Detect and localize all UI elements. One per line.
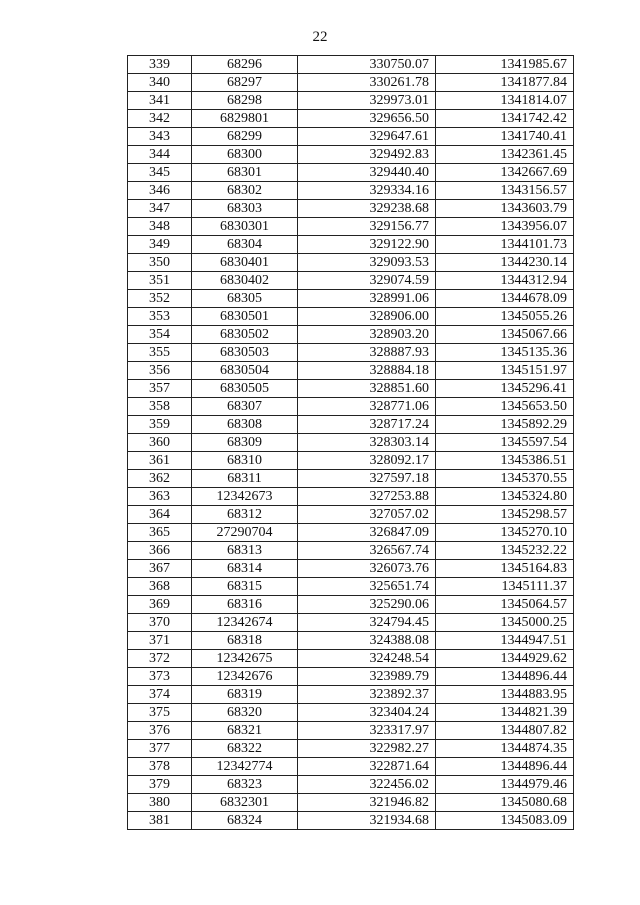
y-coordinate-cell: 1341814.07: [436, 92, 574, 110]
y-coordinate-cell: 1345064.57: [436, 596, 574, 614]
table-row: [128, 182, 574, 200]
table-row: [128, 578, 574, 596]
y-coordinate-cell: 1345135.36: [436, 344, 574, 362]
row-index-cell: 358: [128, 398, 192, 416]
point-id-cell: 68313: [192, 542, 298, 560]
point-id-cell: 27290704: [192, 524, 298, 542]
x-coordinate-cell: 325290.06: [298, 596, 436, 614]
x-coordinate-cell: 329093.53: [298, 254, 436, 272]
x-coordinate-cell: 328906.00: [298, 308, 436, 326]
point-id-cell: 6829801: [192, 110, 298, 128]
y-coordinate-cell: 1344883.95: [436, 686, 574, 704]
table-row: [128, 92, 574, 110]
table-row: [128, 344, 574, 362]
table-row: [128, 434, 574, 452]
table-row: [128, 272, 574, 290]
table-row: [128, 218, 574, 236]
point-id-cell: 12342675: [192, 650, 298, 668]
y-coordinate-cell: 1344807.82: [436, 722, 574, 740]
x-coordinate-cell: 323892.37: [298, 686, 436, 704]
x-coordinate-cell: 326073.76: [298, 560, 436, 578]
y-coordinate-cell: 1345892.29: [436, 416, 574, 434]
point-id-cell: 6830501: [192, 308, 298, 326]
y-coordinate-cell: 1345151.97: [436, 362, 574, 380]
point-id-cell: 6830503: [192, 344, 298, 362]
x-coordinate-cell: 328303.14: [298, 434, 436, 452]
point-id-cell: 68324: [192, 812, 298, 830]
row-index-cell: 350: [128, 254, 192, 272]
table-row: [128, 290, 574, 308]
y-coordinate-cell: 1345370.55: [436, 470, 574, 488]
row-index-cell: 368: [128, 578, 192, 596]
row-index-cell: 356: [128, 362, 192, 380]
row-index-cell: 348: [128, 218, 192, 236]
row-index-cell: 344: [128, 146, 192, 164]
x-coordinate-cell: 321946.82: [298, 794, 436, 812]
y-coordinate-cell: 1344896.44: [436, 758, 574, 776]
row-index-cell: 371: [128, 632, 192, 650]
row-index-cell: 353: [128, 308, 192, 326]
point-id-cell: 68299: [192, 128, 298, 146]
point-id-cell: 12342774: [192, 758, 298, 776]
table-row: [128, 398, 574, 416]
point-id-cell: 68319: [192, 686, 298, 704]
table-row: [128, 164, 574, 182]
row-index-cell: 361: [128, 452, 192, 470]
point-id-cell: 68296: [192, 56, 298, 74]
y-coordinate-cell: 1343603.79: [436, 200, 574, 218]
row-index-cell: 359: [128, 416, 192, 434]
point-id-cell: 68314: [192, 560, 298, 578]
coordinates-table: [127, 55, 574, 830]
x-coordinate-cell: 328717.24: [298, 416, 436, 434]
x-coordinate-cell: 329492.83: [298, 146, 436, 164]
table-row: [128, 146, 574, 164]
table-row: [128, 110, 574, 128]
table-row: [128, 506, 574, 524]
row-index-cell: 376: [128, 722, 192, 740]
row-index-cell: 367: [128, 560, 192, 578]
table-row: [128, 56, 574, 74]
point-id-cell: 68309: [192, 434, 298, 452]
y-coordinate-cell: 1345067.66: [436, 326, 574, 344]
x-coordinate-cell: 329334.16: [298, 182, 436, 200]
row-index-cell: 349: [128, 236, 192, 254]
y-coordinate-cell: 1344979.46: [436, 776, 574, 794]
row-index-cell: 369: [128, 596, 192, 614]
row-index-cell: 373: [128, 668, 192, 686]
x-coordinate-cell: 322456.02: [298, 776, 436, 794]
y-coordinate-cell: 1341985.67: [436, 56, 574, 74]
point-id-cell: 12342674: [192, 614, 298, 632]
table-row: [128, 416, 574, 434]
x-coordinate-cell: 323989.79: [298, 668, 436, 686]
table-row: [128, 758, 574, 776]
coordinates-table-body: [128, 56, 574, 830]
x-coordinate-cell: 326847.09: [298, 524, 436, 542]
x-coordinate-cell: 326567.74: [298, 542, 436, 560]
table-row: [128, 542, 574, 560]
y-coordinate-cell: 1344230.14: [436, 254, 574, 272]
row-index-cell: 381: [128, 812, 192, 830]
table-row: [128, 722, 574, 740]
x-coordinate-cell: 321934.68: [298, 812, 436, 830]
row-index-cell: 351: [128, 272, 192, 290]
x-coordinate-cell: 327057.02: [298, 506, 436, 524]
row-index-cell: 346: [128, 182, 192, 200]
point-id-cell: 6830504: [192, 362, 298, 380]
x-coordinate-cell: 329973.01: [298, 92, 436, 110]
point-id-cell: 68301: [192, 164, 298, 182]
point-id-cell: 68303: [192, 200, 298, 218]
y-coordinate-cell: 1345386.51: [436, 452, 574, 470]
point-id-cell: 68311: [192, 470, 298, 488]
page-number: 22: [312, 29, 328, 45]
row-index-cell: 342: [128, 110, 192, 128]
row-index-cell: 370: [128, 614, 192, 632]
row-index-cell: 365: [128, 524, 192, 542]
row-index-cell: 366: [128, 542, 192, 560]
y-coordinate-cell: 1345083.09: [436, 812, 574, 830]
point-id-cell: 68304: [192, 236, 298, 254]
point-id-cell: 68318: [192, 632, 298, 650]
row-index-cell: 374: [128, 686, 192, 704]
y-coordinate-cell: 1344821.39: [436, 704, 574, 722]
x-coordinate-cell: 325651.74: [298, 578, 436, 596]
row-index-cell: 341: [128, 92, 192, 110]
table-row: [128, 812, 574, 830]
x-coordinate-cell: 329656.50: [298, 110, 436, 128]
point-id-cell: 6830505: [192, 380, 298, 398]
x-coordinate-cell: 322871.64: [298, 758, 436, 776]
point-id-cell: 68300: [192, 146, 298, 164]
y-coordinate-cell: 1345000.25: [436, 614, 574, 632]
y-coordinate-cell: 1341742.42: [436, 110, 574, 128]
x-coordinate-cell: 327597.18: [298, 470, 436, 488]
row-index-cell: 380: [128, 794, 192, 812]
table-row: [128, 668, 574, 686]
table-row: [128, 740, 574, 758]
x-coordinate-cell: 329074.59: [298, 272, 436, 290]
row-index-cell: 378: [128, 758, 192, 776]
y-coordinate-cell: 1343156.57: [436, 182, 574, 200]
row-index-cell: 364: [128, 506, 192, 524]
table-row: [128, 650, 574, 668]
row-index-cell: 343: [128, 128, 192, 146]
point-id-cell: 6830301: [192, 218, 298, 236]
point-id-cell: 68312: [192, 506, 298, 524]
row-index-cell: 345: [128, 164, 192, 182]
point-id-cell: 68305: [192, 290, 298, 308]
y-coordinate-cell: 1345080.68: [436, 794, 574, 812]
x-coordinate-cell: 330750.07: [298, 56, 436, 74]
table-row: [128, 776, 574, 794]
table-row: [128, 524, 574, 542]
y-coordinate-cell: 1344929.62: [436, 650, 574, 668]
point-id-cell: 6830402: [192, 272, 298, 290]
point-id-cell: 68302: [192, 182, 298, 200]
point-id-cell: 68323: [192, 776, 298, 794]
y-coordinate-cell: 1345298.57: [436, 506, 574, 524]
y-coordinate-cell: 1345232.22: [436, 542, 574, 560]
x-coordinate-cell: 329156.77: [298, 218, 436, 236]
x-coordinate-cell: 324794.45: [298, 614, 436, 632]
y-coordinate-cell: 1345164.83: [436, 560, 574, 578]
y-coordinate-cell: 1344101.73: [436, 236, 574, 254]
table-row: [128, 596, 574, 614]
table-row: [128, 308, 574, 326]
x-coordinate-cell: 328884.18: [298, 362, 436, 380]
point-id-cell: 68320: [192, 704, 298, 722]
row-index-cell: 354: [128, 326, 192, 344]
table-row: [128, 380, 574, 398]
table-row: [128, 470, 574, 488]
row-index-cell: 352: [128, 290, 192, 308]
table-row: [128, 200, 574, 218]
point-id-cell: 6830502: [192, 326, 298, 344]
row-index-cell: 347: [128, 200, 192, 218]
row-index-cell: 363: [128, 488, 192, 506]
point-id-cell: 68321: [192, 722, 298, 740]
point-id-cell: 12342676: [192, 668, 298, 686]
point-id-cell: 68310: [192, 452, 298, 470]
y-coordinate-cell: 1342361.45: [436, 146, 574, 164]
row-index-cell: 379: [128, 776, 192, 794]
table-row: [128, 254, 574, 272]
point-id-cell: 12342673: [192, 488, 298, 506]
x-coordinate-cell: 323404.24: [298, 704, 436, 722]
y-coordinate-cell: 1345597.54: [436, 434, 574, 452]
y-coordinate-cell: 1341740.41: [436, 128, 574, 146]
point-id-cell: 68308: [192, 416, 298, 434]
point-id-cell: 6832301: [192, 794, 298, 812]
table-row: [128, 704, 574, 722]
y-coordinate-cell: 1345653.50: [436, 398, 574, 416]
point-id-cell: 68298: [192, 92, 298, 110]
row-index-cell: 377: [128, 740, 192, 758]
y-coordinate-cell: 1344312.94: [436, 272, 574, 290]
x-coordinate-cell: 329238.68: [298, 200, 436, 218]
row-index-cell: 360: [128, 434, 192, 452]
y-coordinate-cell: 1345270.10: [436, 524, 574, 542]
y-coordinate-cell: 1345296.41: [436, 380, 574, 398]
y-coordinate-cell: 1341877.84: [436, 74, 574, 92]
point-id-cell: 68315: [192, 578, 298, 596]
x-coordinate-cell: 329647.61: [298, 128, 436, 146]
x-coordinate-cell: 328887.93: [298, 344, 436, 362]
point-id-cell: 68316: [192, 596, 298, 614]
x-coordinate-cell: 329122.90: [298, 236, 436, 254]
table-row: [128, 74, 574, 92]
point-id-cell: 68297: [192, 74, 298, 92]
y-coordinate-cell: 1342667.69: [436, 164, 574, 182]
y-coordinate-cell: 1344896.44: [436, 668, 574, 686]
table-row: [128, 326, 574, 344]
x-coordinate-cell: 327253.88: [298, 488, 436, 506]
row-index-cell: 357: [128, 380, 192, 398]
x-coordinate-cell: 328771.06: [298, 398, 436, 416]
x-coordinate-cell: 324248.54: [298, 650, 436, 668]
y-coordinate-cell: 1343956.07: [436, 218, 574, 236]
x-coordinate-cell: 323317.97: [298, 722, 436, 740]
y-coordinate-cell: 1344947.51: [436, 632, 574, 650]
table-row: [128, 128, 574, 146]
y-coordinate-cell: 1344678.09: [436, 290, 574, 308]
table-row: [128, 488, 574, 506]
point-id-cell: 68322: [192, 740, 298, 758]
x-coordinate-cell: 328991.06: [298, 290, 436, 308]
table-row: [128, 686, 574, 704]
table-row: [128, 560, 574, 578]
x-coordinate-cell: 329440.40: [298, 164, 436, 182]
row-index-cell: 340: [128, 74, 192, 92]
table-row: [128, 452, 574, 470]
x-coordinate-cell: 322982.27: [298, 740, 436, 758]
row-index-cell: 362: [128, 470, 192, 488]
table-row: [128, 362, 574, 380]
point-id-cell: 6830401: [192, 254, 298, 272]
table-row: [128, 614, 574, 632]
y-coordinate-cell: 1345324.80: [436, 488, 574, 506]
x-coordinate-cell: 328903.20: [298, 326, 436, 344]
row-index-cell: 355: [128, 344, 192, 362]
row-index-cell: 339: [128, 56, 192, 74]
table-row: [128, 236, 574, 254]
table-row: [128, 632, 574, 650]
point-id-cell: 68307: [192, 398, 298, 416]
y-coordinate-cell: 1345055.26: [436, 308, 574, 326]
row-index-cell: 372: [128, 650, 192, 668]
y-coordinate-cell: 1345111.37: [436, 578, 574, 596]
x-coordinate-cell: 328092.17: [298, 452, 436, 470]
x-coordinate-cell: 324388.08: [298, 632, 436, 650]
row-index-cell: 375: [128, 704, 192, 722]
table-row: [128, 794, 574, 812]
x-coordinate-cell: 330261.78: [298, 74, 436, 92]
y-coordinate-cell: 1344874.35: [436, 740, 574, 758]
x-coordinate-cell: 328851.60: [298, 380, 436, 398]
